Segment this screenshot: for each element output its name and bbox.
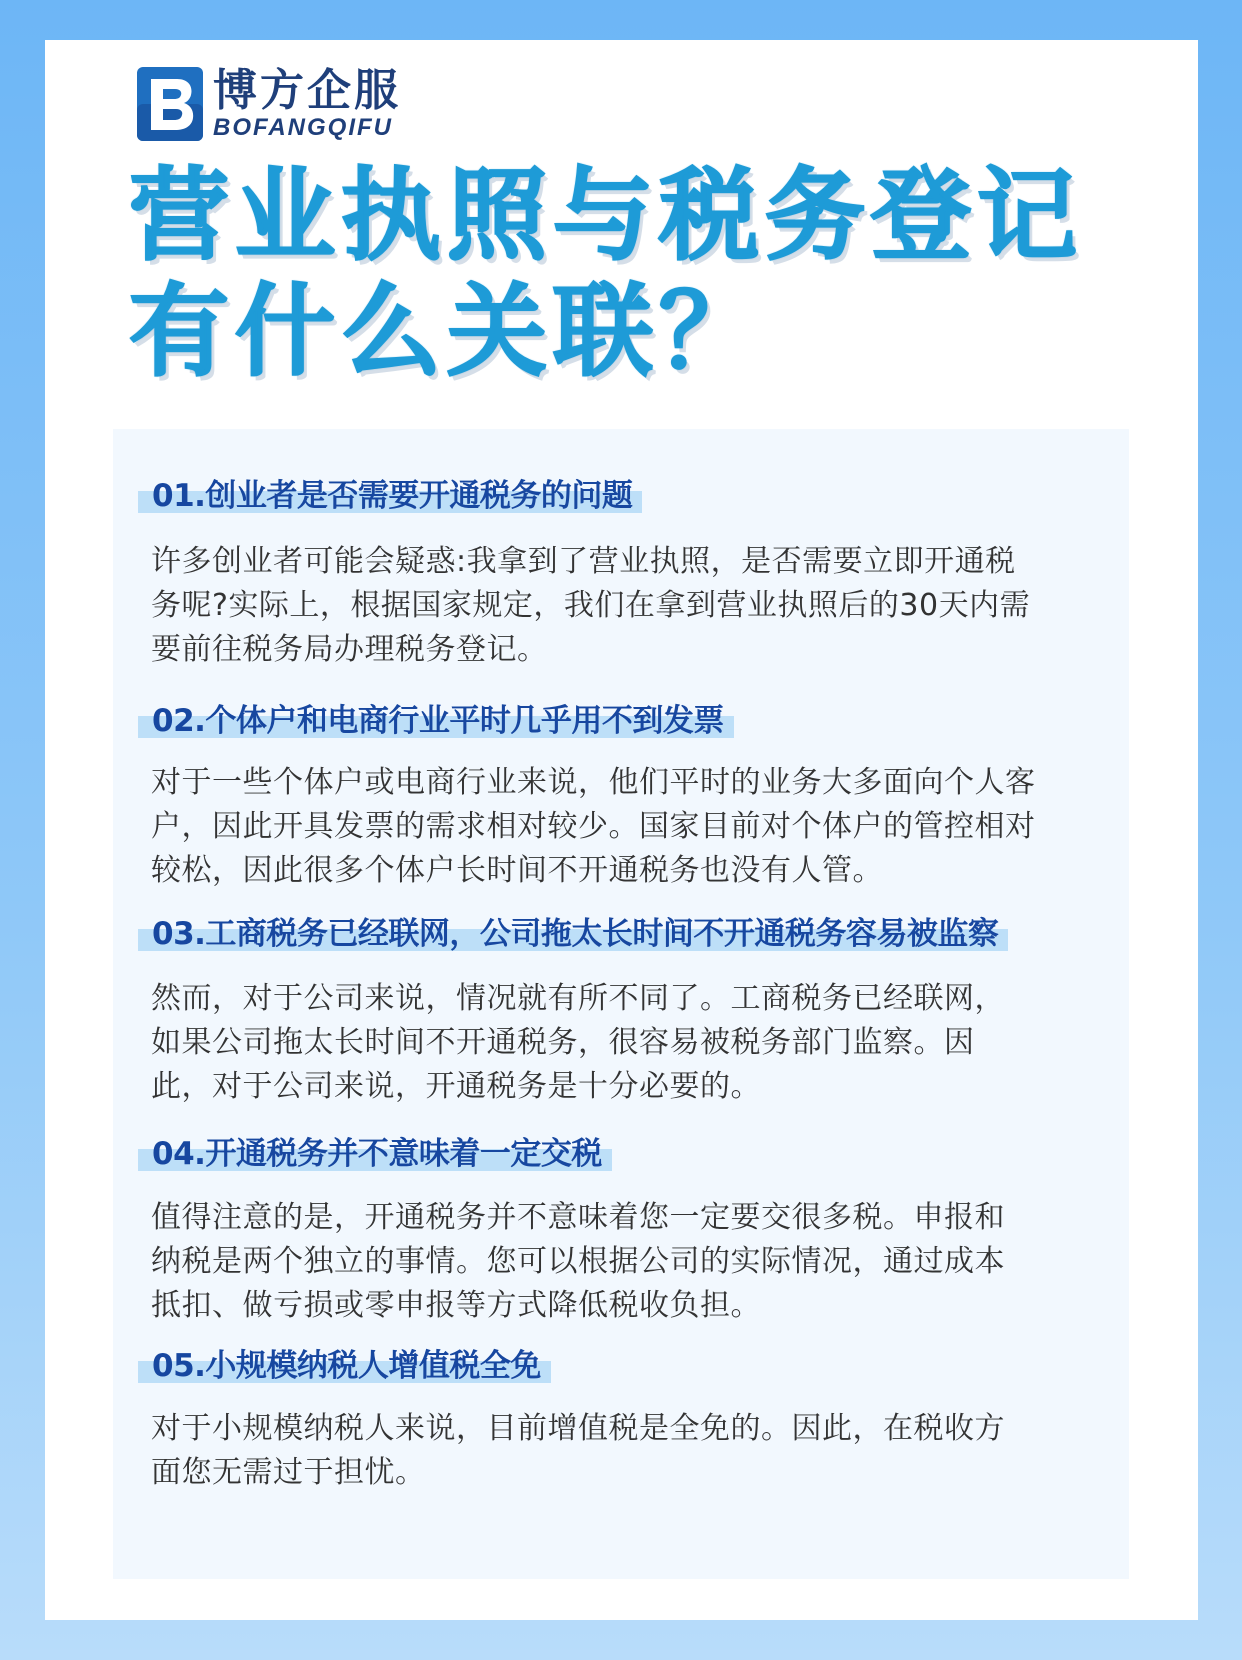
section-heading-text: 03.工商税务已经联网，公司拖太长时间不开通税务容易被监察: [152, 916, 999, 952]
brand-logo: [137, 66, 401, 142]
section-body: [151, 1196, 1111, 1328]
section-body: [151, 1407, 1111, 1495]
section-heading: [138, 1137, 612, 1171]
section-body: [151, 761, 1111, 893]
section-heading: [138, 1349, 551, 1383]
section-body: [151, 977, 1111, 1109]
body-line: 较松，因此很多个体户长时间不开通税务也没有人管。: [151, 853, 883, 888]
body-line: 要前往税务局办理税务登记。: [151, 632, 548, 667]
brand-name-cn: 博方企服: [213, 65, 401, 116]
body-line: 户，因此开具发票的需求相对较少。国家目前对个体户的管控相对: [151, 809, 1036, 844]
section-heading-text: 05.小规模纳税人增值税全免: [152, 1348, 541, 1384]
body-line: 如果公司拖太长时间不开通税务，很容易被税务部门监察。因: [151, 1025, 975, 1060]
body-line: 此，对于公司来说，开通税务是十分必要的。: [151, 1069, 761, 1104]
title-line-2: 有什么关联？: [129, 273, 765, 390]
section-heading-text: 01.创业者是否需要开通税务的问题: [152, 478, 633, 514]
poster-card: [45, 40, 1198, 1620]
section-heading-text: 02.个体户和电商行业平时几乎用不到发票: [152, 703, 724, 739]
body-line: 对于小规模纳税人来说，目前增值税是全免的。因此，在税收方: [151, 1411, 1005, 1446]
page-title: [129, 158, 1169, 390]
section-body: [151, 540, 1111, 672]
letter-b-logo-icon: [137, 67, 203, 141]
body-line: 对于一些个体户或电商行业来说，他们平时的业务大多面向个人客: [151, 765, 1036, 800]
body-line: 纳税是两个独立的事情。您可以根据公司的实际情况，通过成本: [151, 1244, 1005, 1279]
body-line: 许多创业者可能会疑惑:我拿到了营业执照，是否需要立即开通税: [151, 544, 1016, 579]
section-heading: [138, 704, 734, 738]
section-heading-text: 04.开通税务并不意味着一定交税: [152, 1136, 602, 1172]
brand-name-en: BOFANGQIFU: [213, 114, 393, 141]
body-line: 抵扣、做亏损或零申报等方式降低税收负担。: [151, 1288, 761, 1323]
content-panel: [113, 429, 1129, 1579]
body-line: 然而，对于公司来说，情况就有所不同了。工商税务已经联网，: [151, 981, 1005, 1016]
section-heading: [138, 917, 1008, 951]
body-line: 面您无需过于担忧。: [151, 1455, 426, 1490]
body-line: 值得注意的是，开通税务并不意味着您一定要交很多税。申报和: [151, 1200, 1005, 1235]
brand-text: [213, 67, 401, 141]
section-heading: [138, 479, 642, 513]
body-line: 务呢?实际上，根据国家规定，我们在拿到营业执照后的30天内需: [151, 588, 1031, 623]
title-line-1: 营业执照与税务登记: [129, 157, 1083, 274]
